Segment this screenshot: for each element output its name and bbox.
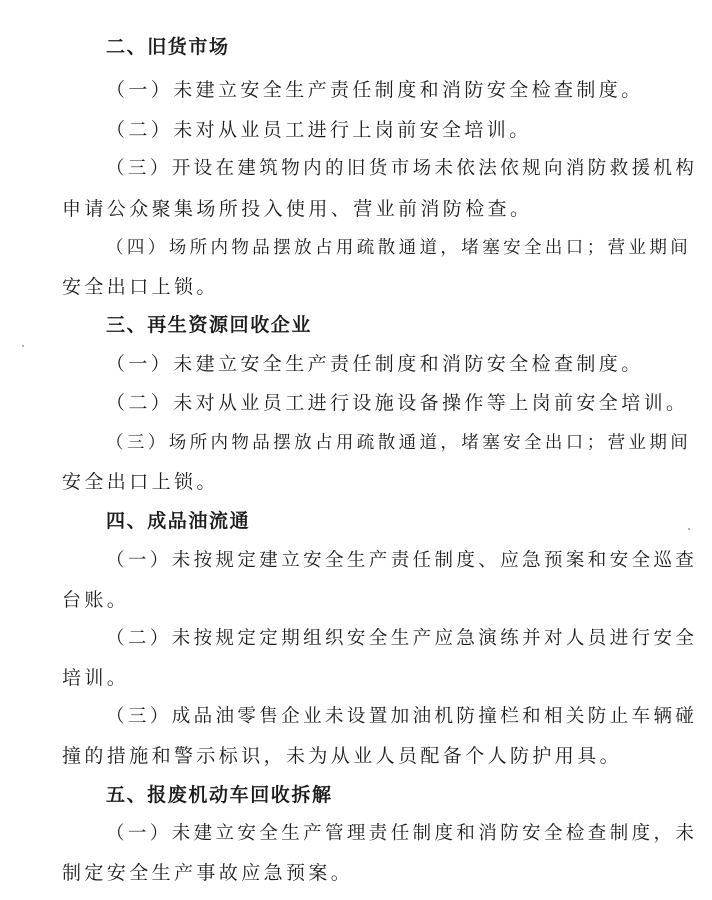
paragraph-line: （二）未对从业员工进行上岗前安全培训。	[106, 119, 532, 141]
paragraph-line: （一）未建立安全生产管理责任制度和消防安全检查制度，未	[106, 823, 698, 844]
paragraph-line: 安全出口上锁。	[62, 276, 219, 298]
paragraph-line: （三）场所内物品摆放占用疏散通道，堵塞安全出口；营业期间	[106, 433, 692, 453]
scan-speck	[22, 345, 24, 347]
paragraph-line: 台账。	[62, 589, 130, 611]
paragraph-line: （三）开设在建筑物内的旧货市场未依法依规向消防救援机构	[106, 158, 698, 179]
paragraph-line: （三）成品油零售企业未设置加油机防撞栏和相关防止车辆碰	[106, 706, 698, 727]
paragraph-line: 培训。	[62, 667, 130, 689]
paragraph-line: （一）未按规定建立安全生产责任制度、应急预案和安全巡查	[106, 550, 698, 571]
paragraph-line: 申请公众聚集场所投入使用、营业前消防检查。	[62, 198, 533, 220]
scan-speck	[688, 528, 690, 530]
paragraph-line: 安全出口上锁。	[62, 471, 219, 493]
section-heading-scrapped-vehicle-dismantling: 五、报废机动车回收拆解	[106, 784, 333, 806]
paragraph-line: 撞的措施和警示标识，未为从业人员配备个人防护用具。	[62, 745, 623, 767]
paragraph-line: （二）未按规定定期组织安全生产应急演练并对人员进行安全	[106, 628, 698, 649]
paragraph-line: （一）未建立安全生产责任制度和消防安全检查制度。	[106, 353, 644, 375]
section-heading-refined-oil-circulation: 四、成品油流通	[106, 510, 251, 532]
section-heading-recycling-enterprises: 三、再生资源回收企业	[106, 314, 313, 336]
paragraph-line: （一）未建立安全生产责任制度和消防安全检查制度。	[106, 79, 644, 101]
paragraph-line: （四）场所内物品摆放占用疏散通道，堵塞安全出口；营业期间	[106, 238, 692, 258]
section-heading-used-goods-market: 二、旧货市场	[106, 36, 230, 58]
paragraph-line: （二）未对从业员工进行设施设备操作等上岗前安全培训。	[106, 392, 689, 414]
paragraph-line: 制定安全生产事故应急预案。	[62, 862, 354, 884]
